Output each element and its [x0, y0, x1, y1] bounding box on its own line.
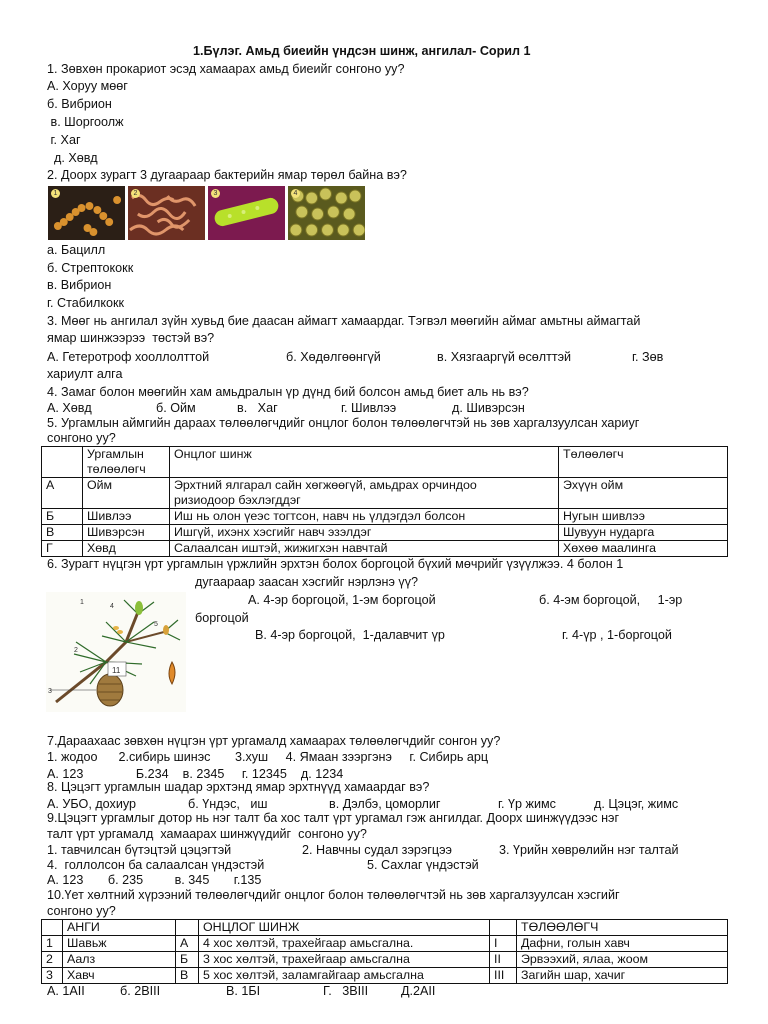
table-row [42, 541, 728, 557]
question-9-line2: талт үрт ургамалд хамаарах шинжүүдийг сонгоно уу? [47, 827, 367, 841]
question-7: 7.Дараахаас зөвхөн нүцгэн үрт ургамалд хамаарах төлөөлөгчдийг сонгон уу? [47, 734, 501, 748]
q10-option-d: Г. 3ВIII [323, 984, 369, 998]
q2-option-a: а. Бацилл [47, 243, 106, 257]
row-class: Хавч [63, 968, 176, 984]
question-1: 1. Зөвхөн прокариот эсэд хамаарах амьд биеийг сонгоно уу? [47, 62, 405, 76]
figure-label-1: 1 [80, 599, 84, 606]
q4-option-a: А. Хөвд [47, 401, 92, 415]
row-letter: Б [176, 952, 199, 968]
row-feature [170, 478, 559, 509]
table-header-feature: Онцлог шинж [170, 447, 559, 478]
q7-options: А. 123 Б.234 в. 2345 г. 12345 д. 1234 [47, 767, 344, 781]
row-example: Шувуун нударга [559, 525, 728, 541]
q2-option-d: г. Стабилкокк [47, 296, 125, 310]
photo-number-4: 4 [291, 189, 300, 198]
row-roman: I [490, 936, 517, 952]
row-name: Ойм [83, 478, 170, 509]
row-feature: Иш нь олон үеэс тогтсон, навч нь үлдэгдэл болсон [170, 509, 559, 525]
table-header-k [176, 920, 199, 936]
photo-number-3: 3 [211, 189, 220, 198]
question-4: 4. Замаг болон мөөгийн хам амьдралын үр дүнд бий болсон амьд биет аль нь вэ? [47, 385, 529, 399]
row-key: Г [42, 541, 83, 557]
q9-item-4: 4. голлолсон ба салаалсан үндэстэй [47, 858, 265, 872]
bacteria-photo-strip [48, 186, 365, 240]
q2-option-c: в. Вибрион [47, 278, 112, 292]
question-8: 8. Цэцэгт ургамлын шадар эрхтэнд ямар эрхтнүүд хамаардаг вэ? [47, 780, 430, 794]
q9-item-3: 3. Үрийн хөврөлийн нэг талтай [499, 843, 679, 857]
table-header-r [490, 920, 517, 936]
figure-label-11: 11 [112, 666, 121, 675]
table-header-example: ТӨЛӨӨЛӨГЧ [517, 920, 728, 936]
q8-option-b: б. Үндэс, иш [188, 797, 268, 811]
q6-option-b: б. 4-эм боргоцой, 1-эр [539, 593, 683, 607]
table-header-example: Төлөөлөгч [559, 447, 728, 478]
q10-option-c: В. 1БI [226, 984, 261, 998]
table-row [42, 525, 728, 541]
q4-option-c: в. Хаг [237, 401, 278, 415]
question-6-line2: дугаараар заасан хэсгийг нэрлэнэ үү? [195, 575, 419, 589]
table-row [42, 478, 728, 509]
row-example: Загийн шар, хачиг [517, 968, 728, 984]
row-letter: В [176, 968, 199, 984]
row-class: Шавьж [63, 936, 176, 952]
q10-option-e: Д.2АII [401, 984, 436, 998]
table-row [42, 936, 728, 952]
table-header-key [42, 447, 83, 478]
row-key: В [42, 525, 83, 541]
q4-option-e: д. Шивэрсэн [452, 401, 525, 415]
q3-option-a: А. Гетеротроф хооллолттой [47, 350, 210, 364]
row-example: Эрвээхий, ялаа, жоом [517, 952, 728, 968]
q8-option-e: д. Цэцэг, жимс [594, 797, 679, 811]
table-header-feature: ОНЦЛОГ ШИНЖ [199, 920, 490, 936]
table-header-class: АНГИ [63, 920, 176, 936]
q10-option-b: б. 2ВIII [120, 984, 161, 998]
figure-label-3: 3 [48, 688, 52, 695]
figure-label-4: 4 [110, 603, 114, 610]
row-feature: 4 хос хөлтэй, трахейгаар амьсгална. [199, 936, 490, 952]
q9-options: А. 123 б. 235 в. 345 г.135 [47, 873, 262, 887]
table-row [42, 509, 728, 525]
row-roman: II [490, 952, 517, 968]
q4-option-d: г. Шивлээ [341, 401, 397, 415]
row-name: Шивэрсэн [83, 525, 170, 541]
q3-option-d-wrap: хариулт алга [47, 367, 123, 381]
bacteria-photo-1 [48, 186, 125, 240]
q1-option-e: д. Хөвд [47, 151, 98, 165]
q6-option-d: г. 4-үр , 1-боргоцой [562, 628, 672, 642]
plant-kingdom-table [41, 446, 728, 557]
table-header-row [42, 920, 728, 936]
q6-option-c: В. 4-эр боргоцой, 1-далавчит үр [255, 628, 445, 642]
row-example: Хөхөө маалинга [559, 541, 728, 557]
page-title: 1.Бүлэг. Амьд биеийн үндсэн шинж, ангилал- Сорил 1 [193, 44, 531, 58]
bacteria-photo-4 [288, 186, 365, 240]
q10-option-a: А. 1АII [47, 984, 85, 998]
q9-item-2: 2. Навчны судал зэрэгцээ [302, 843, 452, 857]
question-10-line1: 10.Үет хөлтний хүрээний төлөөлөгчдийг онцлог болон төлөөлөгчтэй нь зөв харгалзуулсан хэсгийг [47, 888, 620, 902]
pine-branch-illustration [46, 592, 186, 712]
row-key: А [42, 478, 83, 509]
row-number: 2 [42, 952, 63, 968]
q3-option-b: б. Хөдөлгөөнгүй [286, 350, 381, 364]
row-number: 1 [42, 936, 63, 952]
bacteria-photo-3 [208, 186, 285, 240]
question-3-line2: ямар шинжээрээ төстэй вэ? [47, 331, 215, 345]
figure-label-2: 2 [74, 647, 78, 654]
arthropod-table [41, 919, 728, 984]
q8-option-a: А. УБО, дохиур [47, 797, 137, 811]
q1-option-d: г. Хаг [47, 133, 81, 147]
table-header-n [42, 920, 63, 936]
q1-option-c: в. Шоргоолж [47, 115, 124, 129]
question-9-line1: 9.Цэцэгт ургамлыг дотор нь нэг талт ба хос талт үрт ургамал гэж ангилдаг. Доорх шинжүүдээс нэг [47, 811, 620, 825]
q3-option-d: г. Зөв [632, 350, 664, 364]
pine-branch-figure [46, 592, 186, 712]
q9-item-5: 5. Сахлаг үндэстэй [367, 858, 479, 872]
q3-option-c: в. Хязгааргүй өсөлттэй [437, 350, 572, 364]
row-name: Хөвд [83, 541, 170, 557]
photo-number-2: 2 [131, 189, 140, 198]
q1-option-a: А. Хоруу мөөг [47, 79, 128, 93]
row-name: Шивлээ [83, 509, 170, 525]
q2-option-b: б. Стрептококк [47, 261, 134, 275]
table-header-row [42, 447, 728, 478]
row-example: Нугын шивлээ [559, 509, 728, 525]
table-row [42, 968, 728, 984]
question-5-line1: 5. Ургамлын аймгийн дараах төлөөлөгчдийг онцлог болон төлөөлөгчтэй нь зөв харгалзуулсан хариуг [47, 416, 640, 430]
question-3-line1: 3. Мөөг нь ангилал зүйн хувьд бие даасан аймагт хамаардаг. Тэгвэл мөөгийн аймаг амьтны аймагтай [47, 314, 641, 328]
row-feature-line2: ризиодоор бэхлэгддэг [174, 493, 301, 507]
row-class: Аалз [63, 952, 176, 968]
row-feature: Салаалсан иштэй, жижигхэн навчтай [170, 541, 559, 557]
q6-option-b-wrap: боргоцой [195, 611, 249, 625]
question-5-line2: сонгоно уу? [47, 431, 116, 445]
row-feature-line1: Эрхтний ялгарал сайн хөгжөөгүй, амьдрах орчиндоо [174, 478, 477, 492]
q8-option-d: г. Үр жимс [498, 797, 556, 811]
q1-option-b: б. Вибрион [47, 97, 112, 111]
bacteria-photo-2 [128, 186, 205, 240]
row-roman: III [490, 968, 517, 984]
row-example: Эхүүн ойм [559, 478, 728, 509]
table-header-representative: Ургамлын төлөөлөгч [83, 447, 170, 478]
row-letter: А [176, 936, 199, 952]
q4-option-b: б. Ойм [156, 401, 196, 415]
row-number: 3 [42, 968, 63, 984]
row-example: Дафни, голын хавч [517, 936, 728, 952]
photo-number-1: 1 [51, 189, 60, 198]
q7-items: 1. жодоо 2.сибирь шинэс 3.хуш 4. Ямаан зээргэнэ г. Сибирь арц [47, 750, 489, 764]
figure-label-5: 5 [154, 621, 158, 628]
q8-option-c: в. Дэлбэ, цоморлиг [329, 797, 441, 811]
table-row [42, 952, 728, 968]
row-key: Б [42, 509, 83, 525]
question-10-line2: сонгоно уу? [47, 904, 116, 918]
question-6-line1: 6. Зурагт нүцгэн үрт ургамлын үржлийн эрхтэн болох боргоцой бүхий мөчрийг үзүүлжээ. 4 болон 1 [47, 557, 624, 571]
row-feature: 3 хос хөлтэй, трахейгаар амьсгална [199, 952, 490, 968]
q9-item-1: 1. тавчилсан бүтэцтэй цэцэгтэй [47, 843, 232, 857]
row-feature: Ишгүй, ихэнх хэсгийг навч эзэлдэг [170, 525, 559, 541]
row-feature: 5 хос хөлтэй, заламгайгаар амьсгална [199, 968, 490, 984]
q6-option-a: А. 4-эр боргоцой, 1-эм боргоцой [248, 593, 436, 607]
question-2: 2. Доорх зурагт 3 дугаараар бактерийн ямар төрөл байна вэ? [47, 168, 407, 182]
